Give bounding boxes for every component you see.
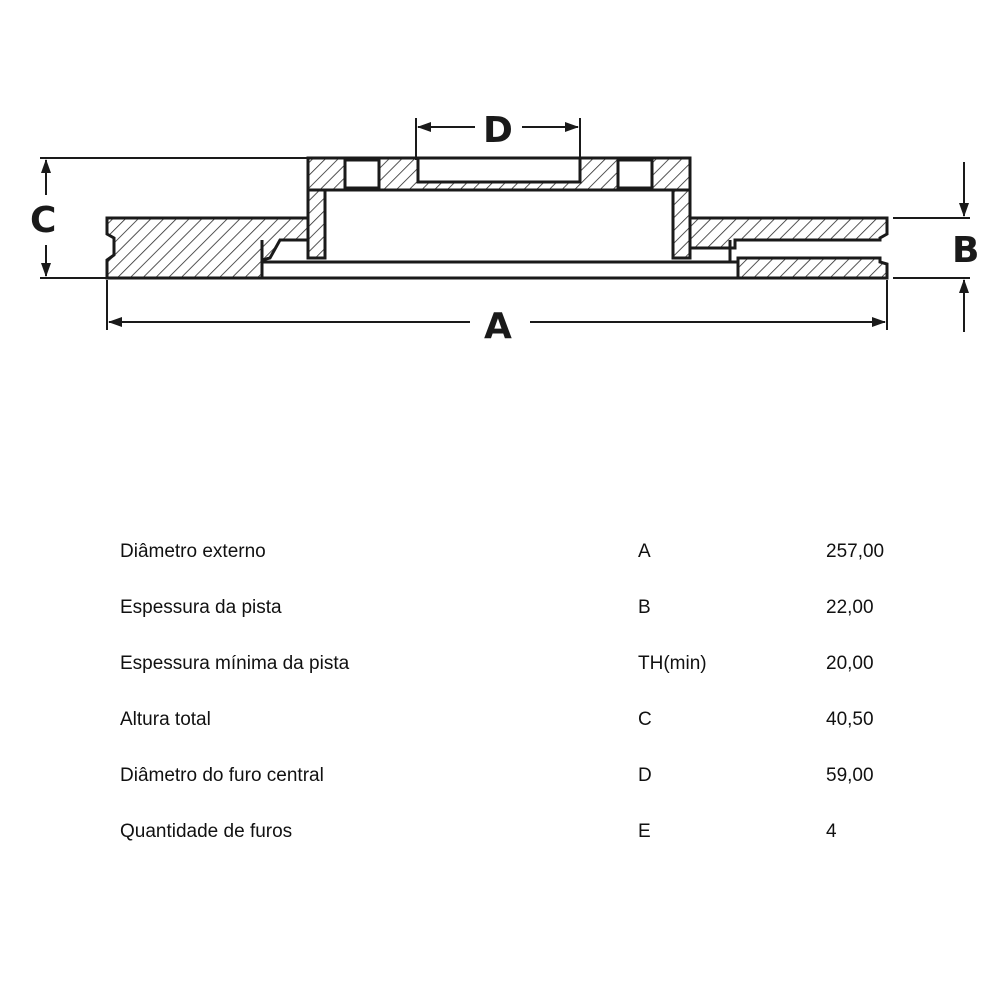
spec-code: C <box>638 709 652 730</box>
left-friction-ring <box>107 218 308 278</box>
spec-row <box>120 524 940 580</box>
center-bore <box>418 158 580 182</box>
spec-description: Espessura mínima da pista <box>120 653 350 674</box>
spec-description: Quantidade de furos <box>120 821 293 842</box>
spec-description: Espessura da pista <box>120 597 282 618</box>
stud-hole-right <box>618 160 652 188</box>
spec-value: 40,50 <box>826 709 874 730</box>
brake-disc-cross-section-drawing <box>0 0 1000 400</box>
spec-description: Diâmetro do furo central <box>120 765 324 786</box>
spec-value: 59,00 <box>826 765 874 786</box>
spec-description: Altura total <box>120 709 211 730</box>
hat-left-wall <box>308 190 325 258</box>
spec-value: 20,00 <box>826 653 874 674</box>
spec-row <box>120 804 940 860</box>
spec-row <box>120 748 940 804</box>
dim-label-a: A <box>484 306 512 347</box>
disc-section <box>107 158 887 278</box>
spec-row <box>120 636 940 692</box>
hat-right-wall <box>673 190 690 258</box>
dim-label-b: B <box>952 230 980 271</box>
dim-label-c: C <box>30 200 57 241</box>
specification-table <box>120 524 940 860</box>
stud-hole-left <box>345 160 379 188</box>
spec-code: B <box>638 597 651 618</box>
spec-code: TH(min) <box>638 653 707 674</box>
spec-value: 22,00 <box>826 597 874 618</box>
dim-label-d: D <box>483 110 513 151</box>
spec-code: A <box>638 541 651 562</box>
spec-description: Diâmetro externo <box>120 541 266 562</box>
right-friction-ring-upper <box>690 218 887 248</box>
spec-row <box>120 580 940 636</box>
right-friction-ring-lower <box>738 258 887 278</box>
spec-row <box>120 692 940 748</box>
spec-value: 257,00 <box>826 541 885 562</box>
spec-code: D <box>638 765 652 786</box>
spec-code: E <box>638 821 651 842</box>
spec-value: 4 <box>826 821 837 842</box>
